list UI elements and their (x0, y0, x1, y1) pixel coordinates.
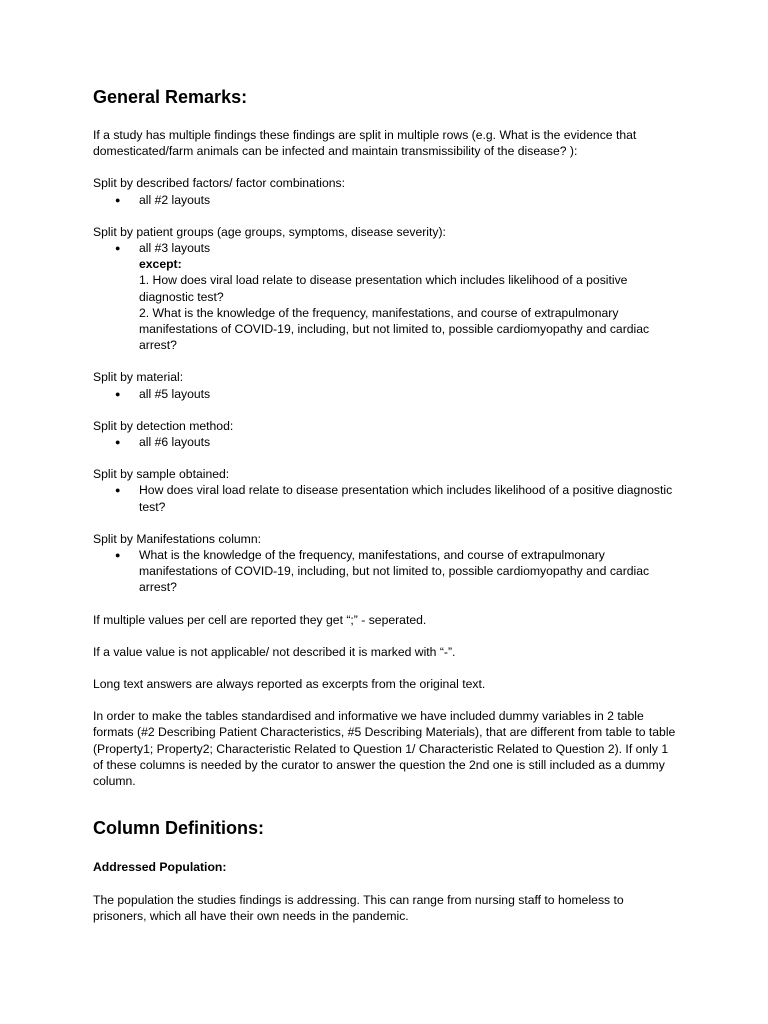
except-item-1: 1. How does viral load relate to disease presentation which includes likelihood of a positive diagnostic test? (139, 273, 628, 304)
except-item-2: 2. What is the knowledge of the frequency, manifestations, and course of extrapulmonary manifestations of COVID-19, including, but not limited to, possible cardiomyopathy and cardiac arrest? (139, 305, 650, 353)
list-item: ● all #2 layouts (93, 192, 678, 208)
split-detection-list (93, 434, 678, 450)
split-patient-list (93, 240, 678, 353)
split-material-label: Split by material: (93, 370, 184, 385)
split-sample-list (93, 482, 678, 514)
list-item (93, 240, 678, 353)
list-item: ● How does viral load relate to disease presentation which includes likelihood of a positive diagnostic test? (93, 482, 678, 514)
split-manifestations-label: Split by Manifestations column: (93, 531, 261, 546)
column-definitions-heading: Column Definitions: (93, 818, 264, 839)
split-sample-label: Split by sample obtained: (93, 467, 230, 482)
split-material-list (93, 386, 678, 402)
except-label: except: (139, 257, 182, 272)
addressed-population-title: Addressed Population: (93, 860, 227, 875)
multiple-values-paragraph: If multiple values per cell are reported they get “;” - seperated. (93, 612, 427, 627)
document-page (93, 86, 678, 940)
general-remarks-heading: General Remarks: (93, 87, 248, 107)
list-item: ● all #5 layouts (93, 386, 678, 402)
split-manifestations-list (93, 547, 678, 596)
list-item: ● all #6 layouts (93, 434, 678, 450)
split-factors-label: Split by described factors/ factor combinations: (93, 176, 345, 191)
split-detection-label: Split by detection method: (93, 418, 234, 433)
split-patient-item: ● all #3 layouts (139, 241, 211, 256)
not-applicable-paragraph: If a value value is not applicable/ not described it is marked with “-”. (93, 644, 456, 659)
list-item: ● What is the knowledge of the frequency, manifestations, and course of extrapulmonary manifestations of COVID-19, including, but not limited to, possible cardiomyopathy and cardiac arrest? (93, 547, 678, 596)
split-factors-list (93, 192, 678, 208)
addressed-population-text: The population the studies findings is addressing. This can range from nursing staff to homeless to prisoners, which all have their own needs in the pandemic. (93, 892, 624, 923)
intro-paragraph: If a study has multiple findings these findings are split in multiple rows (e.g. What is the evidence that domesticated/farm animals can be infected and maintain transmissibility of the disease? ): (93, 128, 637, 159)
long-text-paragraph: Long text answers are always reported as excerpts from the original text. (93, 677, 486, 692)
dummy-variables-paragraph: In order to make the tables standardised and informative we have included dummy variables in 2 table formats (#2 Describing Patient Characteristics, #5 Describing Materials), that are different from table to table (Property1; Property2; Characteristic Related to Question 1/ Characteristic Related to Question 2). If only 1 of these columns is needed by the curator to answer the question the 2nd one is still included as a dummy column. (93, 709, 676, 789)
split-patient-label: Split by patient groups (age groups, symptoms, disease severity): (93, 224, 446, 239)
